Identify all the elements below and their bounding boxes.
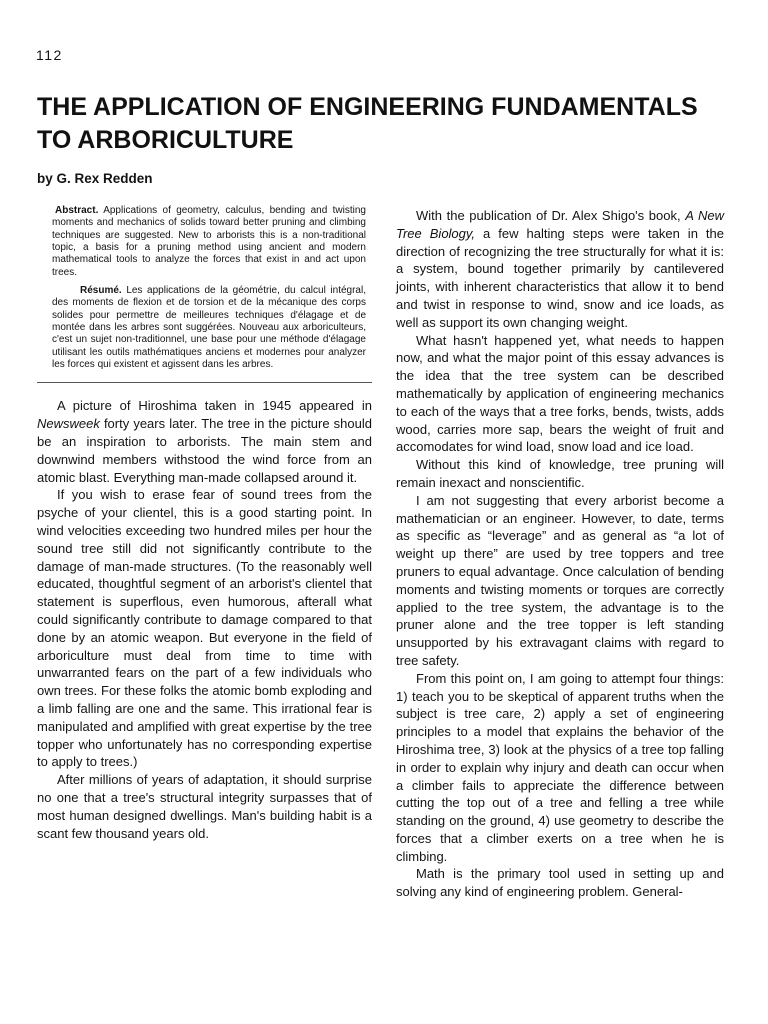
right-column bbox=[396, 207, 724, 901]
left-body bbox=[37, 397, 372, 842]
paragraph: Without this kind of knowledge, tree pruning will remain inexact and nonscientific. bbox=[396, 457, 724, 490]
paragraph: I am not suggesting that every arborist become a mathematician or an engineer. However, to date, terms as specific as “leverage” and as general as “a lot of weight up there” are used by tree toppers and tree pruners to equal advantage. Once calculation of bending moments and twisting moments or torques are correctly applied to the tree system, the advantage is to the pruner alone and the tree topper is left standing unsupported by his extravagant claims with regard to tree safety. bbox=[396, 492, 724, 668]
book-title: A New Tree Biology, bbox=[396, 208, 724, 241]
paragraph: After millions of years of adaptation, it should surprise no one that a tree's structural integrity surpasses that of most human designed dwellings. Man's building habit is a scant few thousand years old. bbox=[37, 772, 372, 841]
abstract-text: Applications of geometry, calculus, bending and twisting moments and mechanics of solids toward better pruning and climbing techniques are suggested. New to arborists this is a non-traditional topic, a basis for a pruning method using ancient and modern mathematical tools to analyze the forces that exist in and act upon trees. bbox=[52, 205, 366, 278]
right-body bbox=[396, 207, 724, 901]
byline: by G. Rex Redden bbox=[37, 171, 153, 186]
paragraph-text: forty years later. The tree in the picture should be an inspiration to arborists. The main stem and downwind members withstood the wind force from an atomic blast. Everything man-made collapsed around it. bbox=[37, 416, 372, 485]
abstract-french bbox=[52, 285, 366, 371]
left-column bbox=[37, 205, 372, 842]
title-line-1: THE APPLICATION OF ENGINEERING FUNDAMENTALS bbox=[37, 93, 698, 121]
paragraph bbox=[37, 397, 372, 486]
paragraph-text: a few halting steps were taken in the direction of recognizing the tree structurally for what it is: a system, bound together primarily by cantilevered joints, with inherent characteristics that allow it to bend and twist in response to wind, snow and ice loads, as well as support its own changing weight. bbox=[396, 225, 724, 330]
abstract-english bbox=[52, 205, 366, 279]
abstract-divider bbox=[37, 382, 372, 383]
paragraph: From this point on, I am going to attempt four things: 1) teach you to be skeptical of apparent truths when the subject is tree care, 2) apply a set of engineering principles to a model that explains the behavior of the Hiroshima tree, 3) look at the physics of a tree top falling in order to explain why injury and death can occur when a climber fails to appreciate the difference between cutting the top out of a tree and felling a tree while standing on the ground, 4) use geometry to describe the forces that a climber exerts on a tree when he is climbing. bbox=[396, 670, 724, 864]
page-number: 112 bbox=[36, 47, 63, 63]
abstract-block bbox=[52, 205, 366, 371]
paragraph: If you wish to erase fear of sound trees from the psyche of your clientel, this is a good starting point. In wind velocities exceeding two hundred miles per hour the sound tree still did not significantly contribute to the damage of man-made structures. (To the reasonably well educated, thoughtful segment of an arborist's clientel that statement is superflous, even humorous, afterall what could significantly contribute to damage compared to that done by an atomic weapon. But everyone in the field of arboriculture must deal from time to time with unwarranted fears on the part of a few individuals who own trees. For these folks the atomic bomb exploding and a limb falling are one and the same. This irrational fear is manipulated and amplified with great expertise by the tree topper who unfortunately has no corresponding expertise to apply to trees.) bbox=[37, 487, 372, 770]
paragraph-text: With the publication of Dr. Alex Shigo's book, bbox=[416, 208, 686, 223]
paragraph bbox=[396, 207, 724, 332]
abstract-label: Abstract. bbox=[55, 205, 99, 216]
paragraph: Math is the primary tool used in setting up and solving any kind of engineering problem. General- bbox=[396, 866, 724, 900]
article-title bbox=[37, 91, 747, 157]
resume-label: Résumé. bbox=[80, 285, 122, 297]
resume-text: Les applications de la géométrie, du calcul intégral, des moments de flexion et de torsion et de la mécanique des corps solides pour permettre de meilleures techniques d'élagage et de montée dans les arbres sont suggérées. Nouveau aux arboriculteurs, c'est un sujet non-traditionnel, une base pour une méthode d'élagage utilisant les outils mathématiques anciens et modernes pour analyzer les forces qui existent et agissent dans les arbres. bbox=[52, 285, 366, 371]
paragraph: What hasn't happened yet, what needs to happen now, and what the major point of this essay advances is the idea that the tree system can be described mathematically by application of engineering mechanics to each of the ways that a tree forks, bends, twists, adds wood, carries more sap, bears the weight of fruit and accomodates for wind load, snow load and ice load. bbox=[396, 332, 724, 455]
newsweek-title: Newsweek bbox=[37, 416, 100, 432]
title-line-2: TO ARBORICULTURE bbox=[37, 126, 294, 154]
paragraph-text: A picture of Hiroshima taken in 1945 appeared in bbox=[57, 398, 372, 414]
